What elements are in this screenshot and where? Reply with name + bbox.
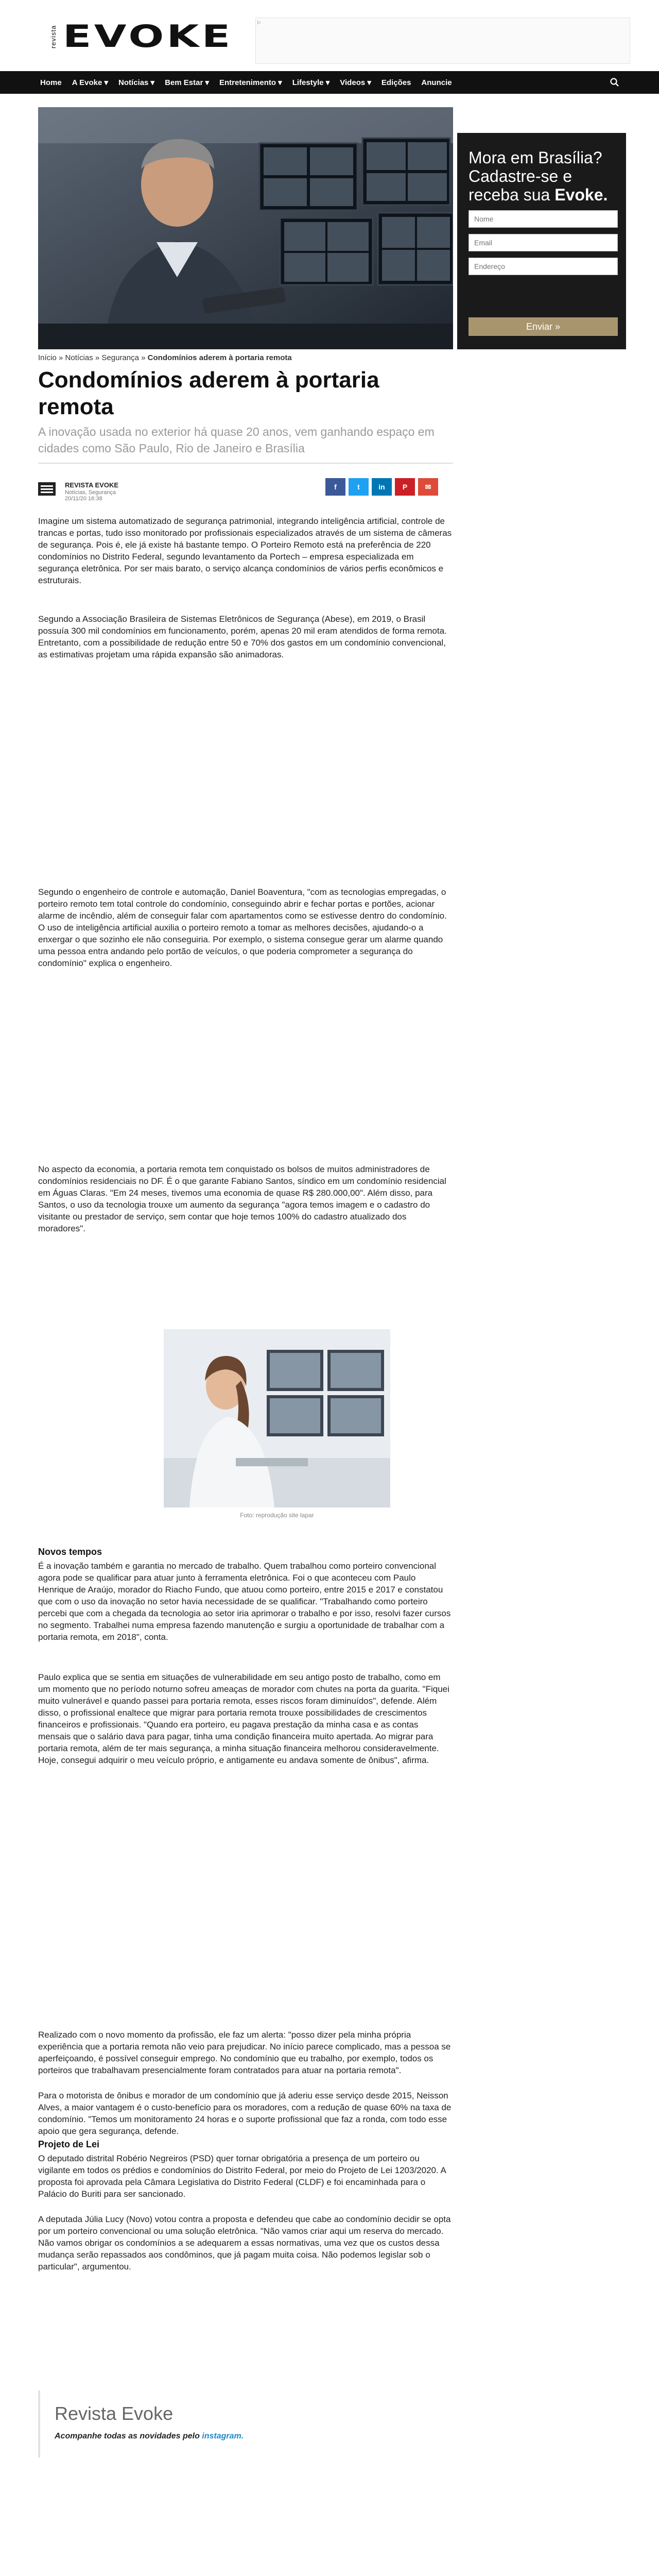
article-paragraph: No aspecto da economia, a portaria remota tem conquistado os bolsos de muitos administradores de condomínios residenciais no DF. É o que garante Fabiano Santos, síndico em um condomínio residencial em Águas Claras. "Em 24 meses, tivemos uma economia de quase R$ 280.000,00". Além disso, para Santos, o uso da tecnologia trouxe um aumento da segurança "agora temos imagem e o cadastro do visitante ou prestador de serviço, sem contar que hoje temos 100% do cadastro atualizado dos moradores". (38, 1164, 446, 1233)
nav-item-anuncie[interactable]: Anuncie (421, 78, 452, 87)
search-icon[interactable] (610, 77, 620, 88)
article-paragraph: Imagine um sistema automatizado de segurança patrimonial, integrando inteligência artificial, controle de trancas e portas, tudo isso monitorado por profissionais especializados através de um sistema de câmeras de segurança. Pois é, ele já existe há bastante tempo. O Porteiro Remoto está na preferência de 220 condomínios no Distrito Federal, segundo levantamento da Portech – empresa especializada em segurança eletrônica. Por ser mais barato, o serviço alcança condomínios de vários perfis econômicos e estruturais. (38, 516, 452, 585)
address-input[interactable] (469, 258, 618, 275)
publish-date: 20/11/20 16:38 (65, 496, 102, 502)
article-image-remote-operator (164, 1329, 390, 1507)
breadcrumb-sep: » (95, 353, 100, 362)
submit-button[interactable]: Enviar » (469, 317, 618, 336)
email-input[interactable] (469, 234, 618, 251)
ad-banner[interactable] (255, 18, 630, 64)
site-logo[interactable] (49, 21, 245, 53)
author-name[interactable]: REVISTA EVOKE (65, 481, 119, 489)
logo-small-text: revista (49, 25, 57, 48)
breadcrumb-security[interactable]: Segurança (101, 353, 139, 362)
author-info (38, 480, 296, 501)
article-paragraph: Paulo explica que se sentia em situações de vulnerabilidade em seu antigo posto de trabalho, como em um momento que no período noturno sofreu ameaças de morador com chutes na porta da guarita. "Fiquei muito vulnerável e quando passei para portaria remota, esses riscos foram diminuídos", defende. Além disso, o profissional enaltece que migrar para portaria remota trouxe possibilidades de crescimentos financeiros e profissionais. "Quando era porteiro, eu pagava prestação da minha casa e as contas mensais que o salário dava para pagar, tinha uma condição financeira muito apertada. Ao migrar para portaria remota, além de ter mais segurança, a minha situação financeira melhorou consideravelmente. Hoje, consegui adquirir o meu veículo próprio, e antigamente eu andava somente de ônibus", afirma. (38, 1672, 449, 1765)
pinterest-share-button[interactable]: P (395, 478, 415, 496)
nav-item-edicoes[interactable]: Edições (381, 78, 411, 87)
subheading-projeto-de-lei: Projeto de Lei (38, 2139, 100, 2149)
name-input[interactable] (469, 210, 618, 228)
signup-title-text: Mora em Brasília? Cadastre-se e receba sua (469, 148, 602, 204)
article-paragraph: Para o motorista de ônibus e morador de um condomínio que já aderiu esse serviço desde 2015, Neisson Alves, a maior vantagem é o custo-benefício para os moradores, com a redução de quase 60% na taxa de condomínio. "Temos um monitoramento 24 horas e o suporte profissional que faz a ronda, com todo esse apoio que gera segurança, defende. (38, 2091, 452, 2136)
breadcrumb-sep: » (141, 353, 146, 362)
linkedin-share-button[interactable]: in (372, 478, 392, 496)
divider (38, 463, 453, 464)
signup-title-brand: Evoke. (554, 185, 608, 204)
facebook-share-button[interactable]: f (325, 478, 345, 496)
article-paragraph: Segundo o engenheiro de controle e automação, Daniel Boaventura, "com as tecnologias empregadas, o porteiro remoto tem total controle do condomínio, conseguindo abrir e fechar portas e portões, acionar alarme de incêndio, além de conseguir falar com apartamentos como se estivesse dentro do condomínio. O uso de inteligência artificial auxilia o porteiro remoto a tomar as melhores decisões, ajudando-o a enxergar o que sozinho ele não conseguiria. Por exemplo, o sistema consegue gerar um alarme quando uma pessoa entra andando pelo portão de veículos, o que poderia comprometer a segurança do condomínio" explica o engenheiro. (38, 887, 447, 968)
article-paragraph: A deputada Júlia Lucy (Novo) votou contra a proposta e defendeu que cabe ao condomínio decidir se opta por um porteiro convencional ou uma solução eletrônica. "Não vamos criar aqui um reserva do mercado. Não vamos obrigar os condomínios a se adequarem a essas normativas, uma vez que os custos dessa mudança serão repassados aos condôminos, que já pagam muita coisa. Não podemos legislar sob o particular", argumentou. (38, 2214, 451, 2272)
logo-main-text: EVOKE (63, 19, 233, 55)
author-categories[interactable]: Notícias, Segurança (65, 489, 116, 496)
breadcrumb-sep: » (59, 353, 63, 362)
breadcrumb (38, 353, 453, 364)
twitter-share-button[interactable]: t (349, 478, 369, 496)
instagram-box-title: Revista Evoke (55, 2403, 174, 2424)
subheading-novos-tempos: Novos tempos (38, 1547, 102, 1557)
article-paragraph: Realizado com o novo momento da profissão, ele faz um alerta: "posso dizer pela minha própria experiência que a portaria remota não veio para prejudicar. No início parece complicado, mas a pessoa se aperfeiçoando, é possível conseguir emprego. No condomínio que eu trabalho, por exemplo, todos os porteiros que trabalhavam presencialmente foram contratados para atuar na portaria remota". (38, 2030, 451, 2075)
nav-item-videos[interactable]: Videos ▾ (340, 78, 371, 87)
article-title: Condomínios aderem à portaria remota (38, 367, 379, 419)
breadcrumb-current: Condomínios aderem à portaria remota (147, 353, 292, 362)
image-caption: Foto: reprodução site lapar (240, 1512, 314, 1519)
nav-item-entretenimento[interactable]: Entretenimento ▾ (219, 78, 282, 87)
instagram-follow-box (38, 2391, 453, 2458)
nav-item-home[interactable]: Home (40, 78, 62, 87)
breadcrumb-news[interactable]: Notícias (65, 353, 93, 362)
article-paragraph: Segundo a Associação Brasileira de Sistemas Eletrônicos de Segurança (Abese), em 2019, o Brasil possuía 300 mil condomínios em funcionamento, porém, apenas 20 mil eram atendidos de forma remota. Entretanto, com a possibilidade de redução entre 50 e 70% dos gastos em um condomínio convencional, as estimativas projetam uma rápida expansão são animadoras. (38, 614, 447, 659)
nav-item-a-evoke[interactable]: A Evoke ▾ (72, 78, 109, 87)
nav-item-lifestyle[interactable]: Lifestyle ▾ (292, 78, 330, 87)
instagram-box-message: Acompanhe todas as novidades pelo (55, 2432, 200, 2441)
main-nav (0, 71, 659, 94)
newsletter-signup-box (457, 133, 626, 349)
article-paragraph: O deputado distrital Robério Negreiros (PSD) quer tornar obrigatória a presença de um porteiro ou vigilante em todos os prédios e condomínios do Distrito Federal, por meio do Projeto de Lei 1203/2020. A proposta foi aprovada pela Câmara Legislativa do Distrito Federal (CLDF) e foi encaminhada para o Palácio do Buriti para ser sancionado. (38, 2154, 446, 2199)
article-subtitle: A inovação usada no exterior há quase 20 anos, vem ganhando espaço em cidades como São Paulo, Rio de Janeiro e Brasília (38, 425, 435, 455)
hero-image-security-operator (38, 107, 453, 349)
share-buttons (325, 478, 438, 497)
nav-item-noticias[interactable]: Notícias ▾ (118, 78, 155, 87)
breadcrumb-home[interactable]: Início (38, 353, 57, 362)
article-paragraph: É a inovação também e garantia no mercado de trabalho. Quem trabalhou como porteiro convencional agora pode se qualificar para atuar junto à ferramenta eletrônica. Foi o que aconteceu com Paulo Henrique de Araújo, morador do Riacho Fundo, que atuou como porteiro, entre 2015 e 2017 e constatou que com o uso da inovação no setor havia necessidade de se qualificar. "Trabalhando como porteiro percebi que com a chegada da tecnologia ao setor iria aprimorar o trabalho e por isso, resolvi fazer cursos no segmento. Trabalhei numa empresa fazendo manutenção e surgiu a oportunidade de trabalhar com a portaria remota, em 2018", conta. (38, 1561, 451, 1642)
instagram-link[interactable]: instagram. (202, 2432, 244, 2441)
nav-item-bem-estar[interactable]: Bem Estar ▾ (165, 78, 209, 87)
author-avatar-icon (38, 482, 56, 496)
nav-items (35, 71, 457, 94)
email-share-button[interactable]: ✉ (418, 478, 438, 496)
ad-info-icon[interactable]: ▷ (257, 20, 261, 25)
signup-title (469, 148, 618, 204)
instagram-box-text (55, 2432, 244, 2441)
